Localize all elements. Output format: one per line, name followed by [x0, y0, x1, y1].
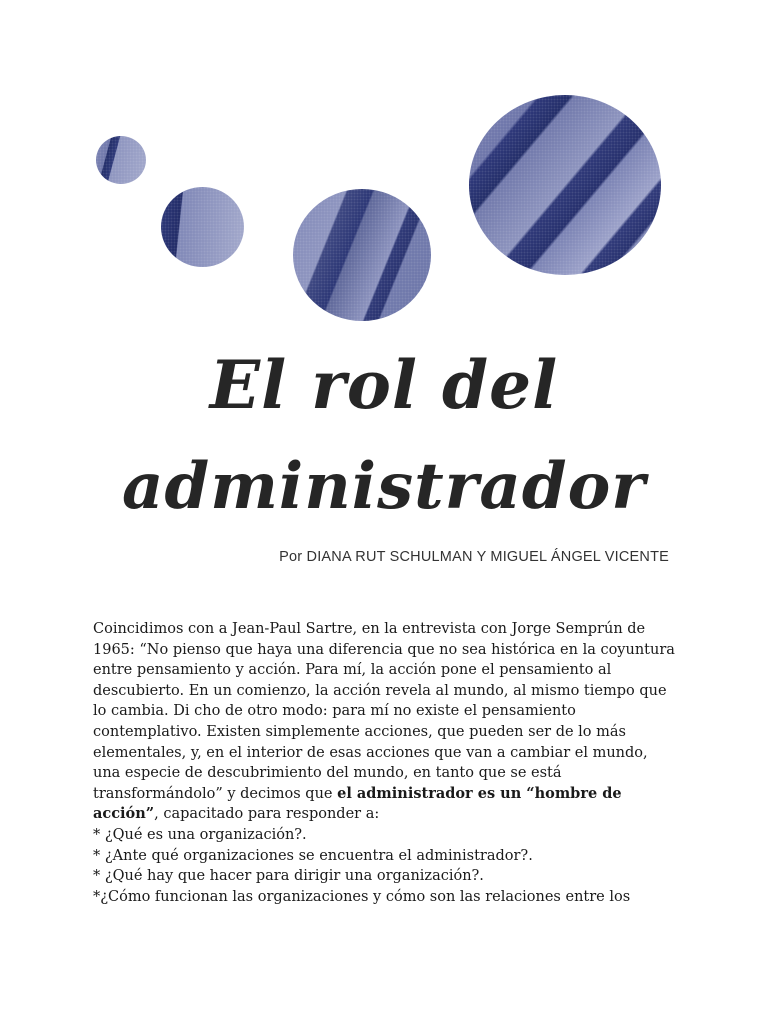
- question-item: * ¿Qué es una organización?.: [93, 826, 307, 843]
- paragraph-text-end: , capacitado para responder a:: [154, 806, 380, 823]
- paragraph-text: Coincidimos con a Jean-Paul Sartre, en la entrevista con Jorge Semprún de 1965: “No pienso que haya una diferencia que no sea histórica en la coyuntura entre pensamiento y acción. Para mí, la acción pone el pensamiento al descubierto. En un comienzo, la acción revela al mundo, al mismo tiempo que lo cambia. Di cho de otro modo: para mí no existe el pensamiento contemplativo. Existen simplemente acciones, que pueden ser de lo más elementales, y, en el interior de esas acciones que van a cambiar el mundo, una especie de descubrimiento del mundo, en tanto que se está transformándolo” y decimos que: [93, 621, 675, 802]
- question-list: [93, 825, 677, 907]
- intro-paragraph: [93, 619, 677, 825]
- question-item: *¿Cómo funcionan las organizaciones y cómo son las relaciones entre los: [93, 888, 631, 905]
- stone-steps-circle-medium: [161, 187, 244, 267]
- article-body: [93, 619, 677, 907]
- header-art: [0, 0, 768, 340]
- title-line-1: El rol del: [209, 346, 559, 424]
- stone-steps-circle-large: [293, 189, 431, 321]
- title-line-2: administrador: [121, 449, 647, 524]
- question-item: * ¿Qué hay que hacer para dirigir una organización?.: [93, 868, 484, 885]
- paragraph-emphasis: el administrador es un “hombre de acción”: [93, 784, 622, 823]
- stone-steps-circle-largest: [469, 95, 661, 275]
- question-item: * ¿Ante qué organizaciones se encuentra el administrador?.: [93, 847, 533, 864]
- stone-steps-circle-small: [96, 136, 146, 184]
- author-byline: Por DIANA RUT SCHULMAN Y MIGUEL ÁNGEL VICENTE: [279, 549, 669, 565]
